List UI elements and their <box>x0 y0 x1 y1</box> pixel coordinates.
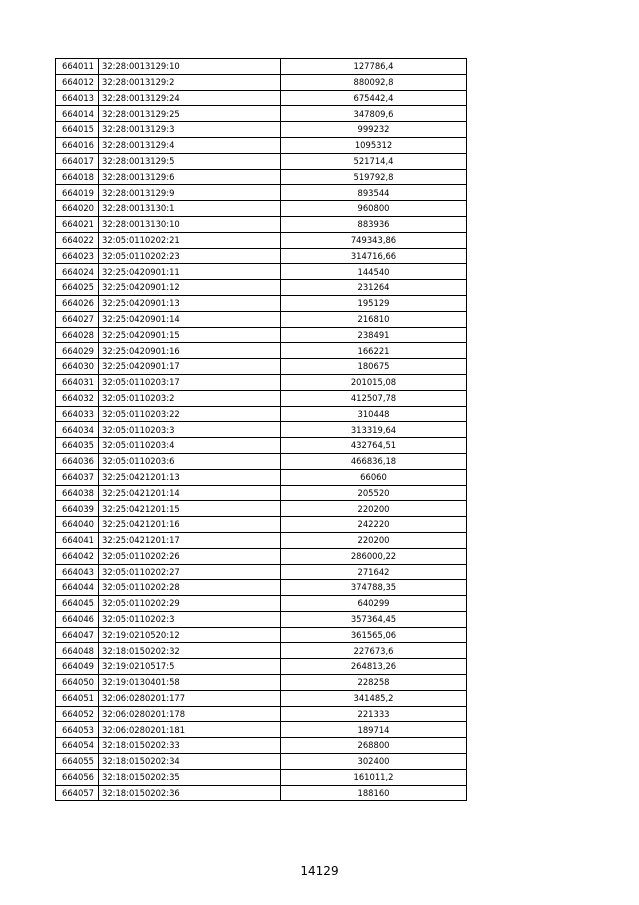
cadastral-number-cell: 32:05:0110203:6 <box>99 453 281 469</box>
row-number-cell: 664028 <box>56 327 99 343</box>
table-row <box>56 232 467 248</box>
table-row <box>56 659 467 675</box>
table-row <box>56 517 467 533</box>
table-row <box>56 564 467 580</box>
table-row <box>56 785 467 801</box>
row-number-cell: 664017 <box>56 153 99 169</box>
value-cell: 640299 <box>281 596 467 612</box>
cadastral-number-cell: 32:05:0110202:26 <box>99 548 281 564</box>
table-row <box>56 453 467 469</box>
value-cell: 220200 <box>281 501 467 517</box>
row-number-cell: 664018 <box>56 169 99 185</box>
row-number-cell: 664038 <box>56 485 99 501</box>
row-number-cell: 664044 <box>56 580 99 596</box>
table-row <box>56 580 467 596</box>
value-cell: 1095312 <box>281 137 467 153</box>
row-number-cell: 664050 <box>56 675 99 691</box>
table-row <box>56 643 467 659</box>
value-cell: 227673,6 <box>281 643 467 659</box>
row-number-cell: 664023 <box>56 248 99 264</box>
value-cell: 302400 <box>281 754 467 770</box>
cadastral-number-cell: 32:06:0280201:181 <box>99 722 281 738</box>
cadastral-number-cell: 32:05:0110202:21 <box>99 232 281 248</box>
row-number-cell: 664049 <box>56 659 99 675</box>
value-cell: 220200 <box>281 532 467 548</box>
cadastral-number-cell: 32:05:0110202:23 <box>99 248 281 264</box>
value-cell: 189714 <box>281 722 467 738</box>
table-row <box>56 548 467 564</box>
table-row <box>56 280 467 296</box>
cadastral-number-cell: 32:28:0013129:4 <box>99 137 281 153</box>
value-cell: 66060 <box>281 469 467 485</box>
cadastral-number-cell: 32:28:0013130:10 <box>99 216 281 232</box>
value-cell: 166221 <box>281 343 467 359</box>
table-row <box>56 754 467 770</box>
value-cell: 960800 <box>281 201 467 217</box>
row-number-cell: 664029 <box>56 343 99 359</box>
row-number-cell: 664041 <box>56 532 99 548</box>
table-row <box>56 390 467 406</box>
row-number-cell: 664040 <box>56 517 99 533</box>
row-number-cell: 664030 <box>56 359 99 375</box>
value-cell: 268800 <box>281 738 467 754</box>
cadastral-value-table <box>55 58 467 801</box>
value-cell: 205520 <box>281 485 467 501</box>
row-number-cell: 664021 <box>56 216 99 232</box>
cadastral-number-cell: 32:06:0280201:177 <box>99 690 281 706</box>
cadastral-number-cell: 32:25:0421201:17 <box>99 532 281 548</box>
value-cell: 374788,35 <box>281 580 467 596</box>
row-number-cell: 664039 <box>56 501 99 517</box>
row-number-cell: 664037 <box>56 469 99 485</box>
table-row <box>56 327 467 343</box>
row-number-cell: 664026 <box>56 295 99 311</box>
table-row <box>56 596 467 612</box>
row-number-cell: 664045 <box>56 596 99 612</box>
cadastral-number-cell: 32:18:0150202:35 <box>99 769 281 785</box>
value-cell: 271642 <box>281 564 467 580</box>
value-cell: 675442,4 <box>281 90 467 106</box>
cadastral-number-cell: 32:05:0110203:22 <box>99 406 281 422</box>
value-cell: 144540 <box>281 264 467 280</box>
row-number-cell: 664019 <box>56 185 99 201</box>
cadastral-number-cell: 32:05:0110202:28 <box>99 580 281 596</box>
cadastral-number-cell: 32:28:0013129:6 <box>99 169 281 185</box>
value-cell: 216810 <box>281 311 467 327</box>
cadastral-number-cell: 32:05:0110203:3 <box>99 422 281 438</box>
table-row <box>56 406 467 422</box>
cadastral-number-cell: 32:28:0013129:25 <box>99 106 281 122</box>
row-number-cell: 664034 <box>56 422 99 438</box>
row-number-cell: 664031 <box>56 374 99 390</box>
table-row <box>56 122 467 138</box>
cadastral-number-cell: 32:19:0130401:58 <box>99 675 281 691</box>
table-row <box>56 469 467 485</box>
row-number-cell: 664042 <box>56 548 99 564</box>
value-cell: 180675 <box>281 359 467 375</box>
row-number-cell: 664047 <box>56 627 99 643</box>
table-row <box>56 216 467 232</box>
row-number-cell: 664046 <box>56 611 99 627</box>
table-row <box>56 264 467 280</box>
value-cell: 341485,2 <box>281 690 467 706</box>
table-row <box>56 690 467 706</box>
value-cell: 314716,66 <box>281 248 467 264</box>
table-row <box>56 295 467 311</box>
cadastral-number-cell: 32:28:0013129:24 <box>99 90 281 106</box>
cadastral-number-cell: 32:18:0150202:36 <box>99 785 281 801</box>
row-number-cell: 664054 <box>56 738 99 754</box>
row-number-cell: 664052 <box>56 706 99 722</box>
cadastral-number-cell: 32:05:0110203:2 <box>99 390 281 406</box>
table-row <box>56 248 467 264</box>
value-cell: 466836,18 <box>281 453 467 469</box>
cadastral-number-cell: 32:28:0013129:9 <box>99 185 281 201</box>
table-row <box>56 374 467 390</box>
row-number-cell: 664035 <box>56 438 99 454</box>
table-row <box>56 153 467 169</box>
row-number-cell: 664016 <box>56 137 99 153</box>
table-row <box>56 343 467 359</box>
row-number-cell: 664011 <box>56 59 99 75</box>
table-row <box>56 106 467 122</box>
cadastral-number-cell: 32:28:0013129:10 <box>99 59 281 75</box>
value-cell: 357364,45 <box>281 611 467 627</box>
row-number-cell: 664051 <box>56 690 99 706</box>
table-row <box>56 706 467 722</box>
value-cell: 310448 <box>281 406 467 422</box>
value-cell: 228258 <box>281 675 467 691</box>
table-row <box>56 359 467 375</box>
table-row <box>56 185 467 201</box>
row-number-cell: 664048 <box>56 643 99 659</box>
row-number-cell: 664013 <box>56 90 99 106</box>
table-row <box>56 438 467 454</box>
cadastral-number-cell: 32:28:0013129:3 <box>99 122 281 138</box>
cadastral-number-cell: 32:06:0280201:178 <box>99 706 281 722</box>
table-row <box>56 137 467 153</box>
value-cell: 201015,08 <box>281 374 467 390</box>
table-row <box>56 422 467 438</box>
row-number-cell: 664027 <box>56 311 99 327</box>
cadastral-number-cell: 32:25:0420901:15 <box>99 327 281 343</box>
row-number-cell: 664032 <box>56 390 99 406</box>
row-number-cell: 664056 <box>56 769 99 785</box>
cadastral-number-cell: 32:25:0421201:16 <box>99 517 281 533</box>
row-number-cell: 664012 <box>56 74 99 90</box>
table-row <box>56 675 467 691</box>
table-row <box>56 738 467 754</box>
row-number-cell: 664014 <box>56 106 99 122</box>
cadastral-number-cell: 32:19:0210520:12 <box>99 627 281 643</box>
value-cell: 347809,6 <box>281 106 467 122</box>
cadastral-number-cell: 32:19:0210517:5 <box>99 659 281 675</box>
row-number-cell: 664015 <box>56 122 99 138</box>
table-row <box>56 532 467 548</box>
table-row <box>56 501 467 517</box>
table-row <box>56 90 467 106</box>
value-cell: 264813,26 <box>281 659 467 675</box>
table-row <box>56 59 467 75</box>
cadastral-number-cell: 32:25:0420901:13 <box>99 295 281 311</box>
cadastral-number-cell: 32:05:0110202:27 <box>99 564 281 580</box>
table-row <box>56 74 467 90</box>
table-row <box>56 722 467 738</box>
cadastral-number-cell: 32:05:0110203:17 <box>99 374 281 390</box>
value-cell: 749343,86 <box>281 232 467 248</box>
value-cell: 195129 <box>281 295 467 311</box>
row-number-cell: 664043 <box>56 564 99 580</box>
value-cell: 231264 <box>281 280 467 296</box>
table-row <box>56 627 467 643</box>
value-cell: 221333 <box>281 706 467 722</box>
cadastral-number-cell: 32:18:0150202:33 <box>99 738 281 754</box>
cadastral-number-cell: 32:25:0421201:14 <box>99 485 281 501</box>
cadastral-number-cell: 32:25:0421201:15 <box>99 501 281 517</box>
value-cell: 188160 <box>281 785 467 801</box>
cadastral-number-cell: 32:25:0420901:14 <box>99 311 281 327</box>
value-cell: 883936 <box>281 216 467 232</box>
page-number: 14129 <box>300 864 339 878</box>
value-cell: 999232 <box>281 122 467 138</box>
value-cell: 238491 <box>281 327 467 343</box>
value-cell: 880092,8 <box>281 74 467 90</box>
row-number-cell: 664025 <box>56 280 99 296</box>
value-cell: 361565,06 <box>281 627 467 643</box>
row-number-cell: 664036 <box>56 453 99 469</box>
value-cell: 893544 <box>281 185 467 201</box>
row-number-cell: 664022 <box>56 232 99 248</box>
cadastral-number-cell: 32:25:0420901:17 <box>99 359 281 375</box>
row-number-cell: 664033 <box>56 406 99 422</box>
cadastral-number-cell: 32:25:0421201:13 <box>99 469 281 485</box>
value-cell: 161011,2 <box>281 769 467 785</box>
cadastral-number-cell: 32:18:0150202:32 <box>99 643 281 659</box>
table-row <box>56 485 467 501</box>
table-row <box>56 611 467 627</box>
value-cell: 127786,4 <box>281 59 467 75</box>
cadastral-number-cell: 32:05:0110202:29 <box>99 596 281 612</box>
cadastral-number-cell: 32:28:0013130:1 <box>99 201 281 217</box>
table-body <box>56 59 467 801</box>
cadastral-number-cell: 32:28:0013129:5 <box>99 153 281 169</box>
table-row <box>56 769 467 785</box>
value-cell: 286000,22 <box>281 548 467 564</box>
value-cell: 432764,51 <box>281 438 467 454</box>
cadastral-number-cell: 32:25:0420901:11 <box>99 264 281 280</box>
table-row <box>56 169 467 185</box>
table-row <box>56 311 467 327</box>
row-number-cell: 664020 <box>56 201 99 217</box>
table-row <box>56 201 467 217</box>
cadastral-number-cell: 32:25:0420901:12 <box>99 280 281 296</box>
cadastral-number-cell: 32:05:0110203:4 <box>99 438 281 454</box>
cadastral-number-cell: 32:28:0013129:2 <box>99 74 281 90</box>
row-number-cell: 664024 <box>56 264 99 280</box>
row-number-cell: 664053 <box>56 722 99 738</box>
value-cell: 412507,78 <box>281 390 467 406</box>
value-cell: 242220 <box>281 517 467 533</box>
cadastral-number-cell: 32:18:0150202:34 <box>99 754 281 770</box>
row-number-cell: 664057 <box>56 785 99 801</box>
row-number-cell: 664055 <box>56 754 99 770</box>
value-cell: 313319,64 <box>281 422 467 438</box>
value-cell: 521714,4 <box>281 153 467 169</box>
value-cell: 519792,8 <box>281 169 467 185</box>
cadastral-number-cell: 32:05:0110202:3 <box>99 611 281 627</box>
cadastral-number-cell: 32:25:0420901:16 <box>99 343 281 359</box>
